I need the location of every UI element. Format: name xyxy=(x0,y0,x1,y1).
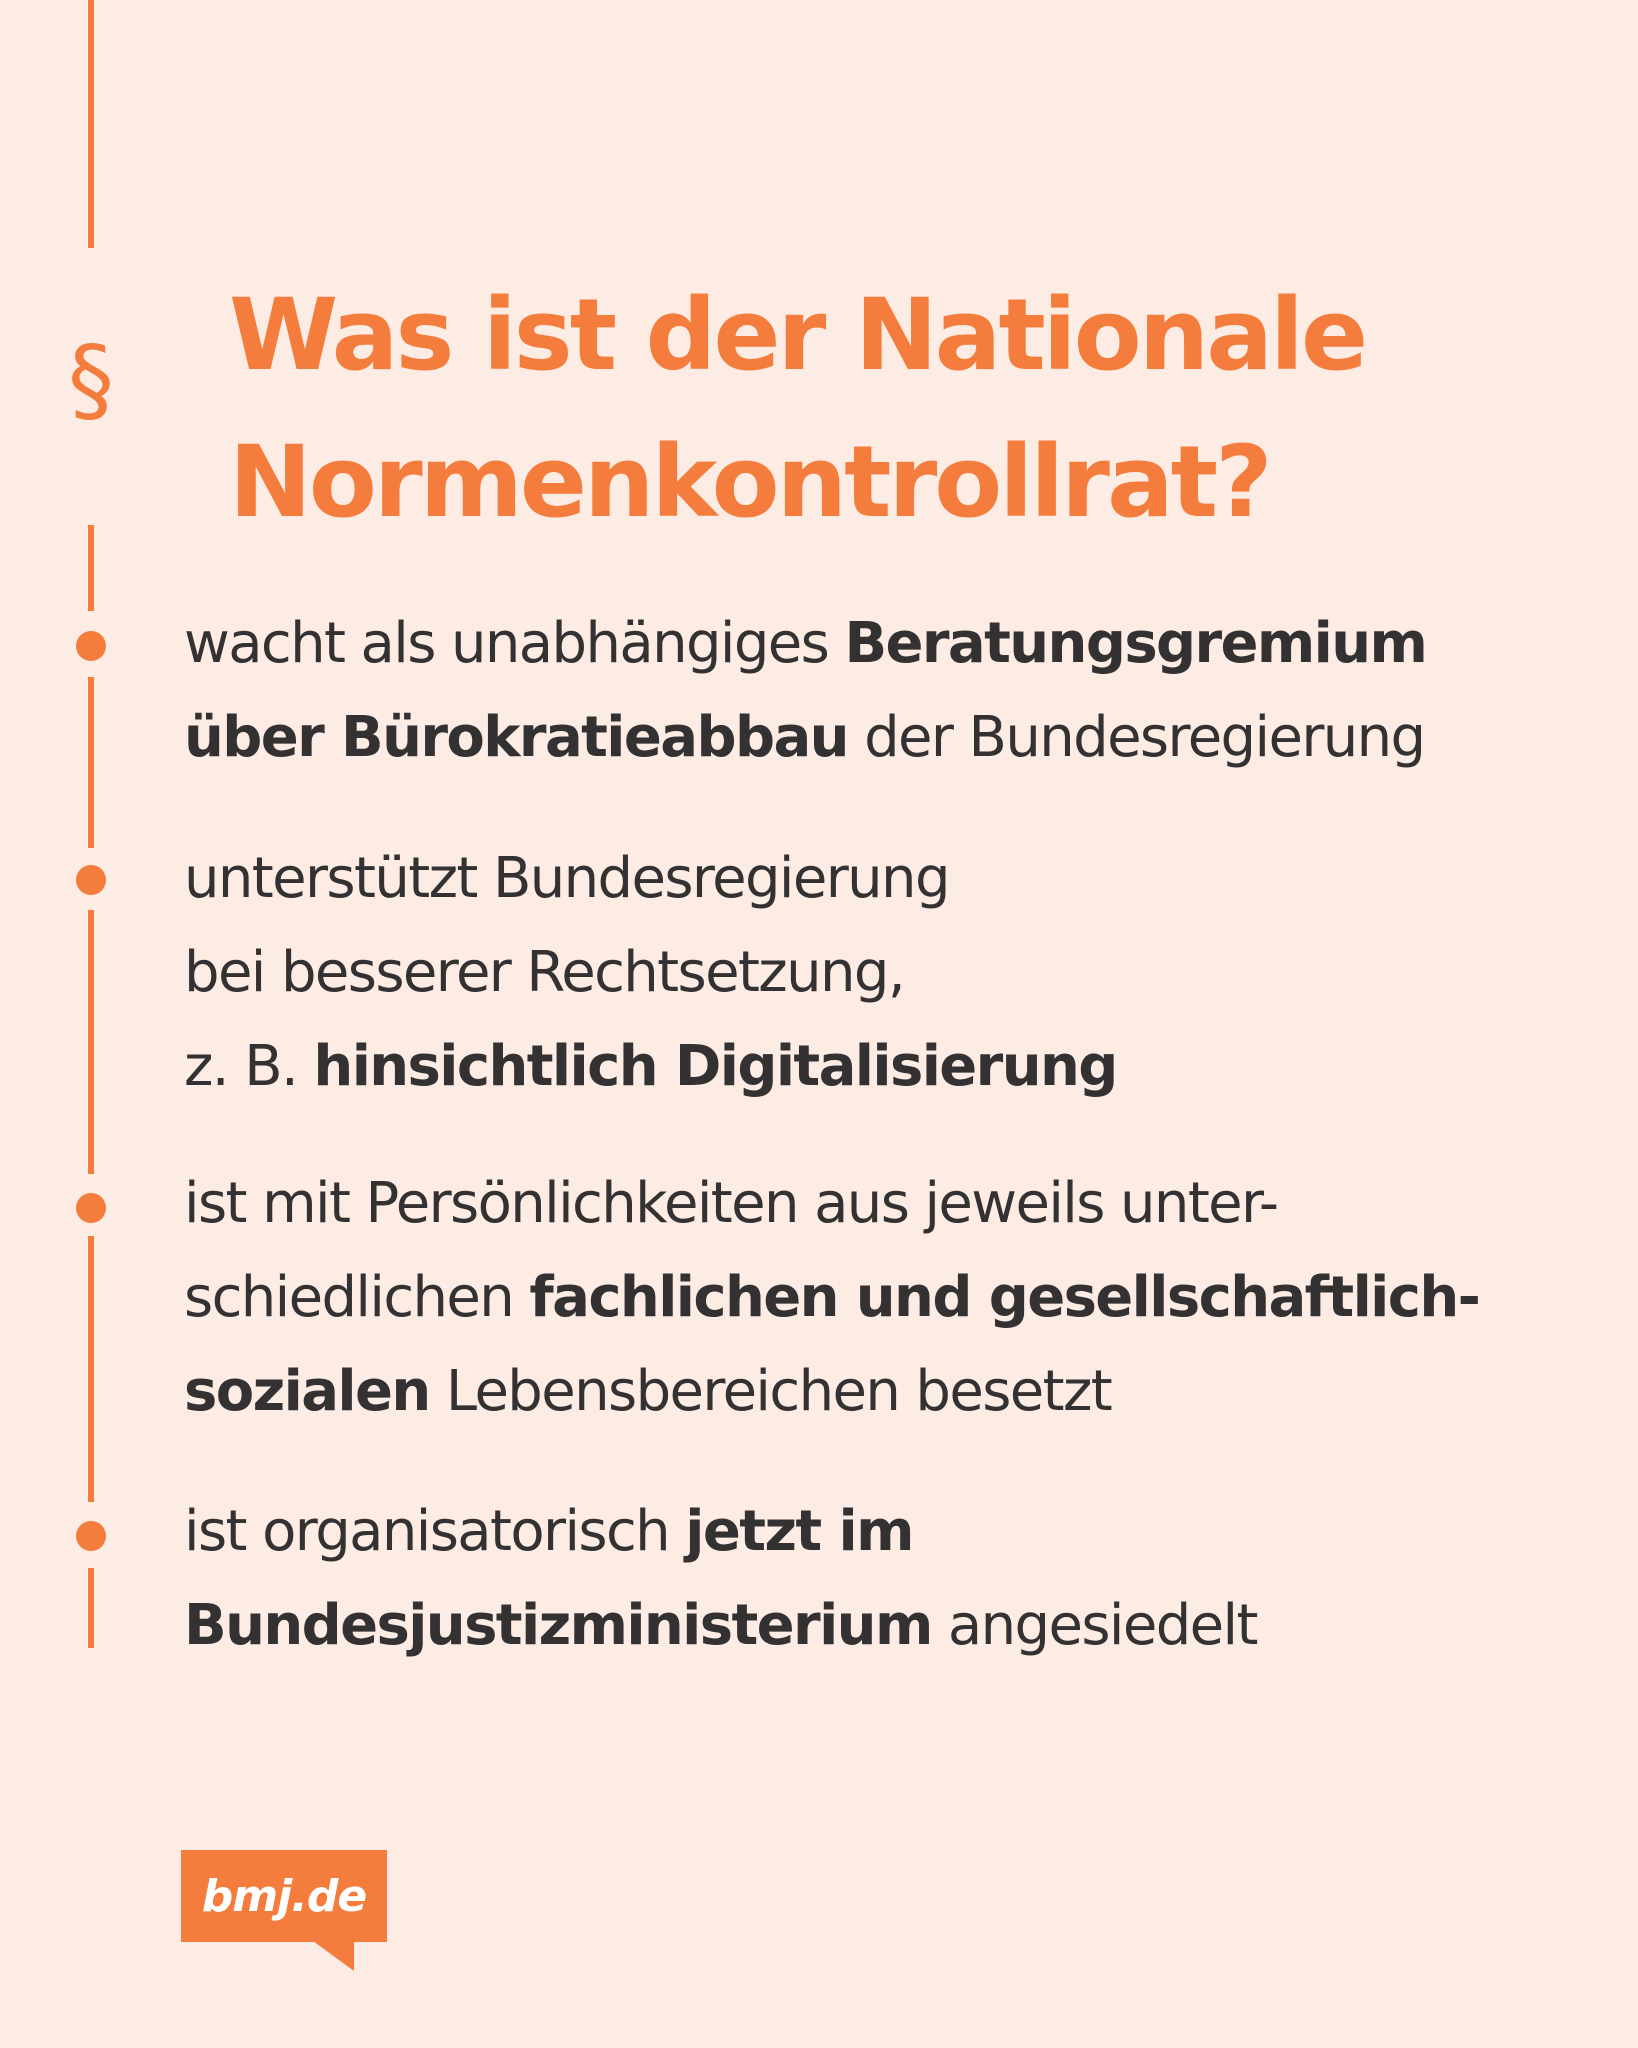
timeline-line-segment xyxy=(88,1236,94,1502)
item-4-text: angesiedelt xyxy=(931,1593,1257,1658)
bullet-dot-3 xyxy=(76,1193,106,1223)
item-2-line-2: bei besserer Rechtsetzung, xyxy=(184,940,905,1005)
list-item-2 xyxy=(184,832,1117,1114)
page-title xyxy=(229,262,1365,556)
title-line-2: Normenkontrollrat? xyxy=(229,425,1270,540)
item-3-text: Lebensbereichen besetzt xyxy=(429,1359,1112,1424)
bullet-dot-4 xyxy=(76,1521,106,1551)
item-4-line-1 xyxy=(184,1485,1257,1579)
item-2-line-3 xyxy=(184,1020,1117,1114)
item-3-emphasis: fachlichen und gesellschaftlich- xyxy=(529,1265,1480,1330)
item-4-emphasis: Bundesjustizministerium xyxy=(184,1593,932,1658)
timeline-line-bottom xyxy=(88,1568,94,1648)
item-3-line-3 xyxy=(184,1345,1479,1439)
timeline-line-top xyxy=(88,0,94,248)
item-3-emphasis: sozialen xyxy=(184,1359,430,1424)
item-1-text: der Bundesregierung xyxy=(847,705,1425,770)
title-line-1: Was ist der Nationale xyxy=(229,278,1366,393)
item-4-emphasis: jetzt im xyxy=(685,1499,913,1564)
item-3-line-1: ist mit Persönlichkeiten aus jeweils unter- xyxy=(184,1171,1278,1236)
item-3-line-2 xyxy=(184,1251,1479,1345)
item-2-line-1: unterstützt Bundesregierung xyxy=(184,846,949,911)
item-2-emphasis: hinsichtlich Digitalisierung xyxy=(313,1034,1117,1099)
section-sign-icon: § xyxy=(68,326,114,433)
item-2-text: z. B. xyxy=(184,1034,314,1099)
bmj-logo-link[interactable]: bmj.de xyxy=(181,1850,387,1942)
item-1-line-2 xyxy=(184,691,1426,785)
speech-bubble-tail-icon xyxy=(313,1941,354,1971)
list-item-3 xyxy=(184,1157,1479,1439)
bullet-dot-2 xyxy=(76,865,106,895)
timeline-line-segment xyxy=(88,677,94,848)
item-3-text: schiedlichen xyxy=(184,1265,530,1330)
list-item-1 xyxy=(184,597,1426,785)
bullet-dot-1 xyxy=(76,631,106,661)
item-1-text: wacht als unabhängiges xyxy=(184,611,845,676)
item-1-emphasis: über Bürokratieabbau xyxy=(184,705,848,770)
item-1-emphasis: Beratungsgremium xyxy=(844,611,1427,676)
item-4-line-2 xyxy=(184,1579,1257,1673)
timeline-line-segment xyxy=(88,910,94,1174)
list-item-4 xyxy=(184,1485,1257,1673)
item-1-line-1 xyxy=(184,597,1426,691)
item-4-text: ist organisatorisch xyxy=(184,1499,686,1564)
timeline-line-segment xyxy=(88,525,94,611)
